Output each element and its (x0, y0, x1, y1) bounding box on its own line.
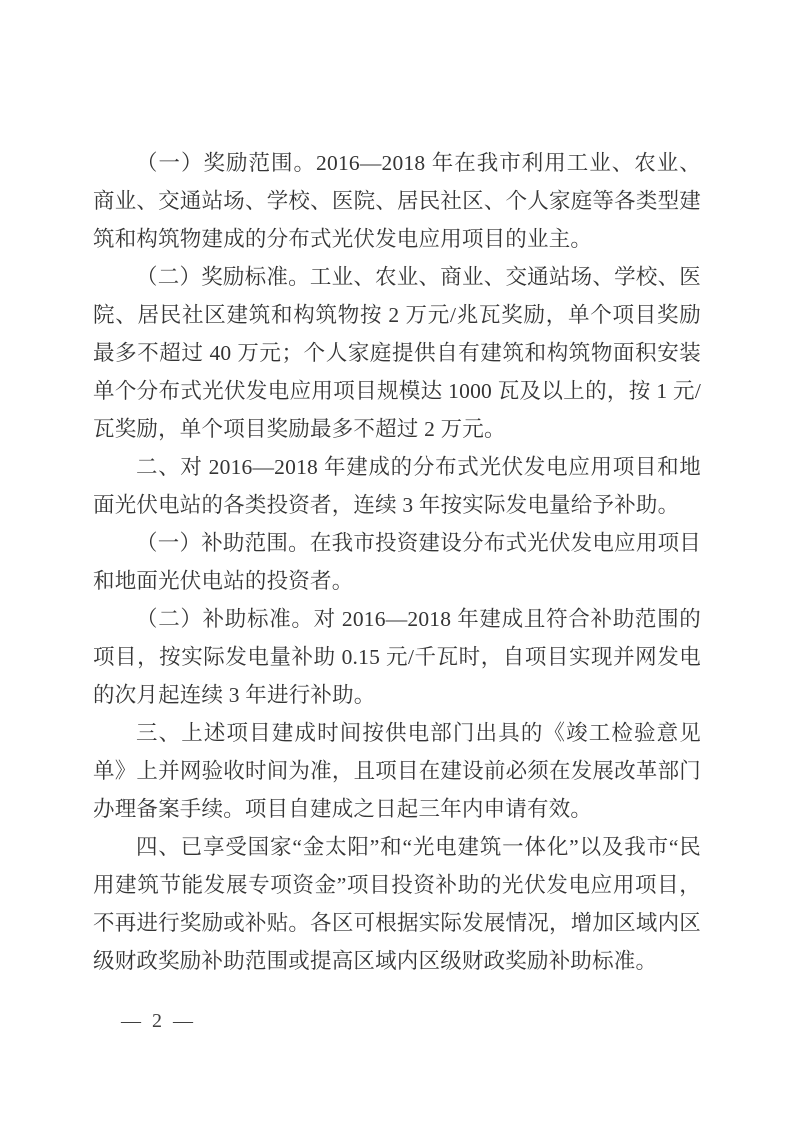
paragraph: 二、对 2016—2018 年建成的分布式光伏发电应用项目和地面光伏电站的各类投资者，连续 3 年按实际发电量给予补助。 (93, 455, 701, 517)
paragraph: （二）奖励标准。工业、农业、商业、交通站场、学校、医院、居民社区建筑和构筑物按 2 万元/兆瓦奖励，单个项目奖励最多不超过 40 万元；个人家庭提供自有建筑和构筑物面积安装单个分布式光伏发电应用项目规模达 1000 瓦及以上的，按 1 元/瓦奖励，单个项目奖励最多不超过 2 万元。 (93, 265, 701, 441)
document-body (93, 144, 701, 980)
paragraph: （二）补助标准。对 2016—2018 年建成且符合补助范围的项目，按实际发电量补助 0.15 元/千瓦时，自项目实现并网发电的次月起连续 3 年进行补助。 (93, 607, 701, 707)
paragraph: （一）补助范围。在我市投资建设分布式光伏发电应用项目和地面光伏电站的投资者。 (93, 531, 701, 593)
paragraph: 三、上述项目建成时间按供电部门出具的《竣工检验意见单》上并网验收时间为准，且项目在建设前必须在发展改革部门办理备案手续。项目自建成之日起三年内申请有效。 (93, 721, 701, 821)
page-number: — 2 — (121, 1010, 196, 1032)
paragraph: （一）奖励范围。2016—2018 年在我市利用工业、农业、商业、交通站场、学校、医院、居民社区、个人家庭等各类型建筑和构筑物建成的分布式光伏发电应用项目的业主。 (93, 151, 701, 251)
paragraph: 四、已享受国家“金太阳”和“光电建筑一体化”以及我市“民用建筑节能发展专项资金”项目投资补助的光伏发电应用项目，不再进行奖励或补贴。各区可根据实际发展情况，增加区域内区级财政奖励补助范围或提高区域内区级财政奖励补助标准。 (93, 835, 701, 973)
